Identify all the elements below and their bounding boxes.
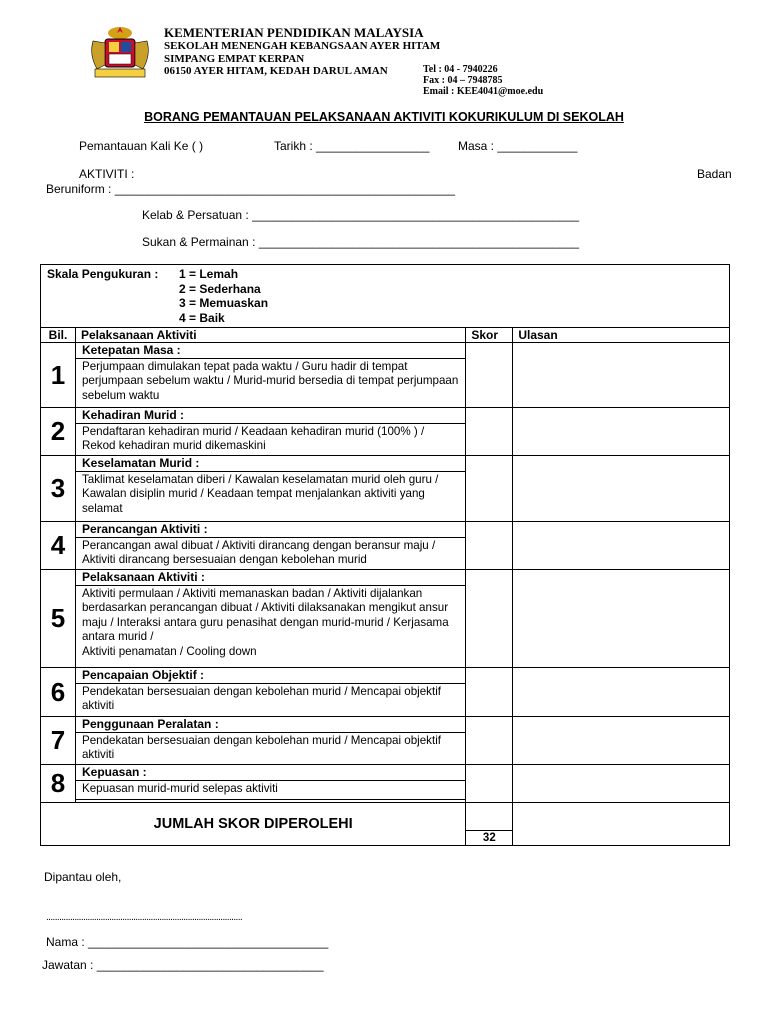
score-cell[interactable] [466,343,513,408]
crest-logo [85,25,155,80]
score-cell[interactable] [466,522,513,570]
comment-cell[interactable] [513,522,730,570]
item-title: Penggunaan Peralatan : [76,717,465,733]
scale-label: Skala Pengukuran : [47,267,159,281]
item-description: Kepuasan murid-murid selepas aktiviti [76,781,465,800]
scale-value-1: 1 = Lemah [179,267,239,281]
comment-cell[interactable] [513,717,730,765]
table-row [41,456,730,522]
comment-cell[interactable] [513,343,730,408]
total-score-cell [466,803,513,846]
item-description-part-2: Aktiviti penamatan / Cooling down [81,644,257,658]
jawatan-field: Jawatan : __________________________________ [42,958,324,972]
kelab-field: Kelab & Persatuan : _________________________________________________ [142,208,580,222]
score-cell[interactable] [466,570,513,668]
item-description: Pendaftaran kehadiran murid / Keadaan kehadiran murid (100% ) / Rekod kehadiran murid dikemaskini [81,425,425,453]
max-score: 32 [466,830,512,845]
comment-cell[interactable] [513,456,730,522]
scale-value-2: 2 = Sederhana [179,281,261,296]
nama-field: Nama : ____________________________________ [46,935,329,949]
header-pelaksanaan: Pelaksanaan Aktiviti [75,328,465,343]
row-number: 5 [41,570,76,668]
row-number: 4 [41,522,76,570]
comment-cell[interactable] [513,765,730,803]
header-ulasan: Ulasan [513,328,730,343]
badan-label: Badan [697,167,732,181]
score-cell[interactable] [466,765,513,803]
table-row [41,522,730,570]
form-title: BORANG PEMANTAUAN PELAKSANAAN AKTIVITI KOKURIKULUM DI SEKOLAH [144,110,624,124]
row-number: 3 [41,456,76,522]
ministry-name: KEMENTERIAN PENDIDIKAN MALAYSIA [164,25,424,40]
total-label: JUMLAH SKOR DIPEROLEHI [41,803,466,846]
email: Email : KEE4041@moe.edu [423,86,544,97]
item-title: Kepuasan : [76,765,465,781]
beruniform-field: Beruniform : ___________________________________________________ [46,182,456,196]
dipantau-label: Dipantau oleh, [44,870,122,884]
signature-line: .......................................................................................... [46,912,243,923]
scale-value-4: 4 = Baik [179,310,225,325]
header-bil: Bil. [41,328,76,343]
score-cell[interactable] [466,717,513,765]
comment-cell[interactable] [513,668,730,717]
comment-cell[interactable] [513,570,730,668]
table-row [41,668,730,717]
fax: Fax : 04 – 7948785 [423,75,503,86]
item-title: Perancangan Aktiviti : [76,522,465,538]
comment-cell[interactable] [513,408,730,456]
item-title: Kehadiran Murid : [76,408,465,424]
item-description: Taklimat keselamatan diberi / Kawalan keselamatan murid oleh guru / Kawalan disiplin murid / Keadaan tempat menjalankan aktiviti yang selamat [81,473,439,515]
item-description-part-1: Aktiviti permulaan / Aktiviti memanaskan badan / Aktiviti dijalankan berdasarkan perancangan dibuat / Aktiviti dilaksanakan mengikut ansur maju / Interaksi antara guru penasihat dengan murid-murid / Kerjasama antara murid / [81,587,449,644]
score-cell[interactable] [466,456,513,522]
row-number: 8 [41,765,76,803]
item-description: Perancangan awal dibuat / Aktiviti dirancang dengan beransur maju / Aktiviti dirancang bersesuaian dengan kebolehan murid [81,539,436,567]
total-row [41,803,730,846]
sukan-field: Sukan & Permainan : ________________________________________________ [142,235,580,249]
school-name: SEKOLAH MENENGAH KEBANGSAAN AYER HITAM [164,40,441,52]
table-row [41,570,730,668]
assessment-table [40,264,730,846]
item-title: Pelaksanaan Aktiviti : [76,570,465,586]
address-line-1: SIMPANG EMPAT KERPAN [164,53,305,65]
table-header-row [41,328,730,343]
item-description: Pendekatan bersesuaian dengan kebolehan murid / Mencapai objektif aktiviti [81,685,441,713]
score-cell[interactable] [466,668,513,717]
masa-field: Masa : ____________ [458,139,578,153]
table-row [41,717,730,765]
header-skor: Skor [466,328,513,343]
table-row [41,343,730,408]
pemantauan-field: Pemantauan Kali Ke ( ) [79,139,204,153]
row-number: 1 [41,343,76,408]
item-description [76,586,465,659]
scale-box [41,265,730,328]
item-description: Perjumpaan dimulakan tepat pada waktu / Guru hadir di tempat perjumpaan sebelum waktu / Murid-murid bersedia di tempat perjumpaan sebelum waktu [81,360,459,402]
row-number: 2 [41,408,76,456]
scale-value-3: 3 = Memuaskan [179,296,269,310]
telephone: Tel : 04 - 7940226 [423,64,498,75]
score-cell[interactable] [466,408,513,456]
item-description: Pendekatan bersesuaian dengan kebolehan murid / Mencapai objektif aktiviti [81,734,441,762]
total-comment-cell[interactable] [513,803,730,846]
tarikh-field: Tarikh : _________________ [274,139,430,153]
row-number: 6 [41,668,76,717]
item-title: Keselamatan Murid : [76,456,465,472]
item-title: Pencapaian Objektif : [76,668,465,684]
aktiviti-label: AKTIVITI : [79,167,135,181]
item-title: Ketepatan Masa : [76,343,465,359]
table-row [41,408,730,456]
table-row [41,765,730,803]
address-line-2: 06150 AYER HITAM, KEDAH DARUL AMAN [164,65,388,77]
row-number: 7 [41,717,76,765]
